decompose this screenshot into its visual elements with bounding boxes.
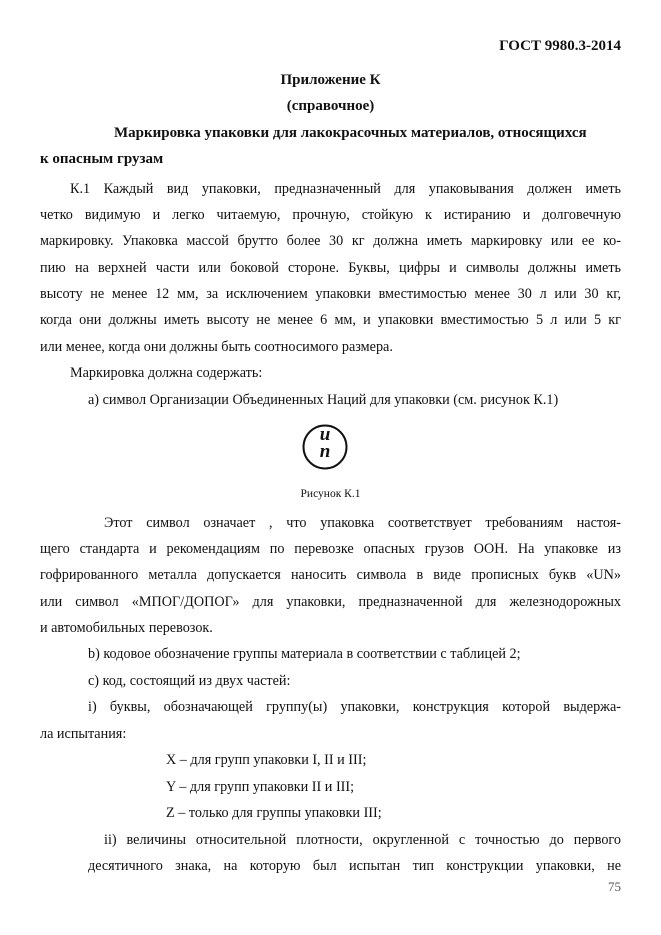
k1-line-3: маркировку. Упаковка массой брутто более 30 кг должна иметь маркировку или ее ко- [40,233,621,249]
k1-line-1: К.1 Каждый вид упаковки, предназначенный для упаковывания должен иметь [70,181,621,197]
symbol-line-5: и автомобильных перевозок. [40,620,213,636]
symbol-line-1: Этот символ означает , что упаковка соответствует требованиям настоя- [104,515,621,531]
standard-code: ГОСТ 9980.3-2014 [499,38,621,54]
item-b: b) кодовое обозначение группы материала в соответствии с таблицей 2; [88,646,521,662]
k1-line-4: пию на верхней части или боковой стороне. Буквы, цифры и символы должны иметь [40,260,621,276]
group-y: Y – для групп упаковки II и III; [166,779,355,795]
group-z: Z – только для группы упаковки III; [166,805,382,821]
un-symbol-letters [302,426,348,460]
item-c: с) код, состоящий из двух частей: [88,673,291,689]
appendix-title: Приложение К [280,72,381,88]
page-number: 75 [608,879,621,894]
un-symbol-letter-n: n [319,441,331,462]
symbol-line-4: или символ «МПОГ/ДОПОГ» для упаковки, предназначенной для железнодорожных [40,594,621,610]
appendix-subtitle: (справочное) [286,98,375,114]
symbol-line-3: гофрированного металла допускается наносить символа в виде прописных букв «UN» [40,567,621,583]
item-c-ii-line-1: ii) величины относительной плотности, округленной с точностью до первого [104,832,621,848]
figure-caption: Рисунок К.1 [300,488,361,500]
k1-line-2: четко видимую и легко читаемую, прочную, стойкую к истиранию и долговечную [40,207,621,223]
un-symbol-letter-u: u [319,424,331,445]
symbol-line-2: щего стандарта и рекомендациям по перевозке опасных грузов ООН. На упаковке из [40,541,621,557]
item-c-ii-line-2: десятичного знака, на которую был испытан тип конструкции упаковки, не [88,858,621,874]
item-c-i-line-1: i) буквы, обозначающей группу(ы) упаковки, конструкция которой выдержа- [88,699,621,715]
group-x: X – для групп упаковки I, II и III; [166,752,367,768]
item-a: а) символ Организации Объединенных Наций для упаковки (см. рисунок К.1) [88,392,559,408]
k1-line-5: высоту не менее 12 мм, за исключением упаковки вместимостью менее 30 л или 30 кг, [40,286,621,302]
appendix-heading-line2: к опасным грузам [40,151,164,167]
k1-line-6: когда они должны иметь высоту не менее 6 мм, и упаковки вместимостью 5 л или 5 кг [40,312,621,328]
marking-intro: Маркировка должна содержать: [70,365,263,381]
item-c-i-line-2: ла испытания: [40,726,127,742]
k1-line-7: или менее, когда они должны быть соотносимого размера. [40,339,393,355]
appendix-heading-line1: Маркировка упаковки для лакокрасочных материалов, относящихся [114,125,587,141]
